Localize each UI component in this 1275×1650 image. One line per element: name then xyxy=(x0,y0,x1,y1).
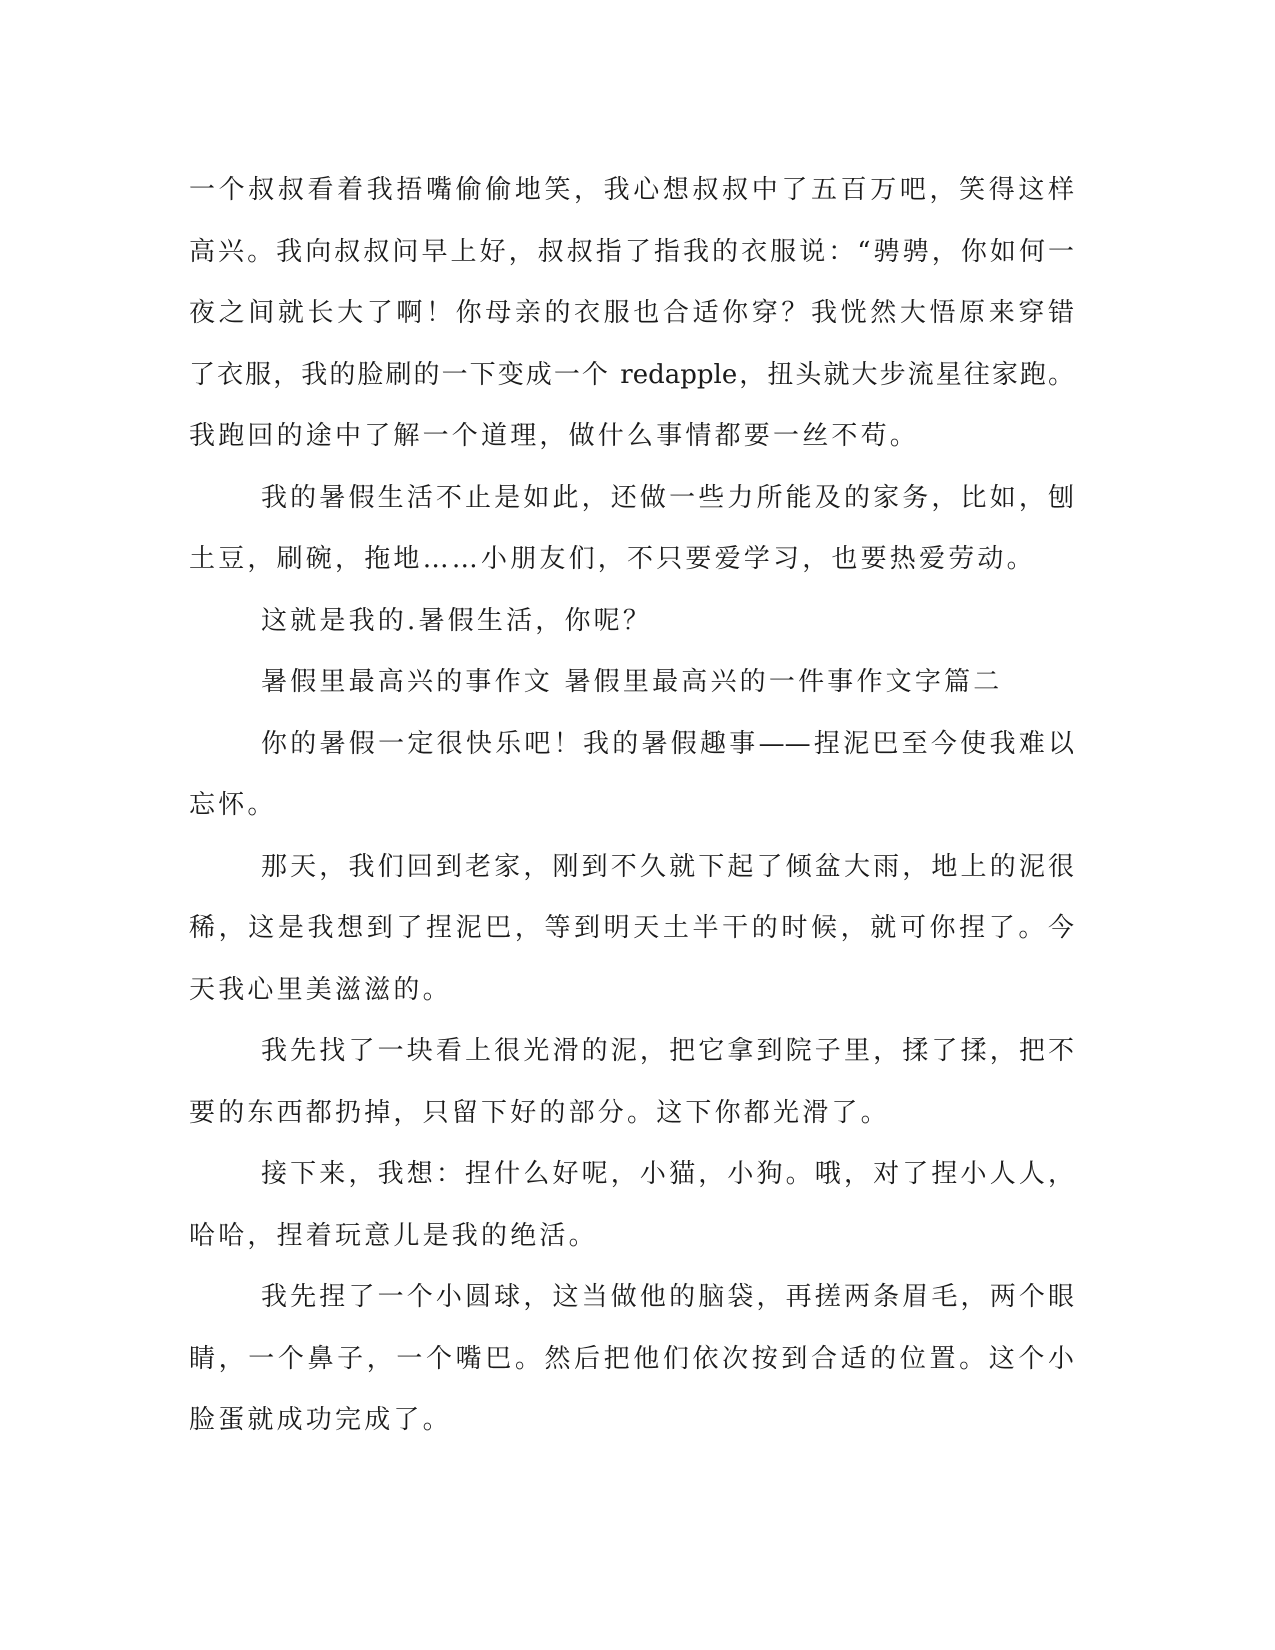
paragraph-start-line: 我的暑假生活不止是如此，还做一些力所能及的家务，比如，刨 xyxy=(261,482,1074,513)
section-heading: 暑假里最高兴的事作文 暑假里最高兴的一件事作文字篇二 xyxy=(261,667,1003,697)
text-line: 了衣服，我的脸刷的一下变成一个 redapple，扭头就大步流星往家跑。 xyxy=(189,359,1074,390)
text-line: 要的东西都扔掉，只留下好的部分。这下你都光滑了。 xyxy=(189,1097,890,1128)
text-line: 忘怀。 xyxy=(189,790,277,820)
text-line: 哈哈，捏着玩意儿是我的绝活。 xyxy=(189,1220,598,1251)
text-line: 稀，这是我想到了捏泥巴，等到明天土半干的时候，就可你捏了。今 xyxy=(189,913,1074,943)
paragraph-start-line: 你的暑假一定很快乐吧！我的暑假趣事——捏泥巴至今使我难以 xyxy=(261,728,1074,759)
paragraph-start-line: 接下来，我想：捏什么好呢，小猫，小狗。哦，对了捏小人人， xyxy=(261,1159,1074,1189)
paragraph-start-line: 我先找了一块看上很光滑的泥，把它拿到院子里，揉了揉，把不 xyxy=(261,1036,1074,1066)
text-line: 高兴。我向叔叔问早上好，叔叔指了指我的衣服说：“骋骋，你如何一 xyxy=(189,236,1074,267)
document-body xyxy=(189,160,1074,1452)
paragraph-start-line: 我先捏了一个小圆球，这当做他的脑袋，再搓两条眉毛，两个眼 xyxy=(261,1282,1074,1312)
text-line: 脸蛋就成功完成了。 xyxy=(189,1405,452,1435)
paragraph-start-line: 这就是我的.暑假生活，你呢？ xyxy=(261,605,653,636)
paragraph-start-line: 那天，我们回到老家，刚到不久就下起了倾盆大雨，地上的泥很 xyxy=(261,851,1074,882)
text-line: 一个叔叔看着我捂嘴偷偷地笑，我心想叔叔中了五百万吧，笑得这样 xyxy=(189,175,1074,205)
text-line: 土豆，刷碗，拖地……小朋友们，不只要爱学习，也要热爱劳动。 xyxy=(189,544,1036,574)
text-line: 睛，一个鼻子，一个嘴巴。然后把他们依次按到合适的位置。这个小 xyxy=(189,1343,1074,1374)
text-line: 天我心里美滋滋的。 xyxy=(189,974,452,1005)
text-line: 夜之间就长大了啊！你母亲的衣服也合适你穿？我恍然大悟原来穿错 xyxy=(189,298,1074,328)
text-line: 我跑回的途中了解一个道理，做什么事情都要一丝不苟。 xyxy=(189,421,920,451)
